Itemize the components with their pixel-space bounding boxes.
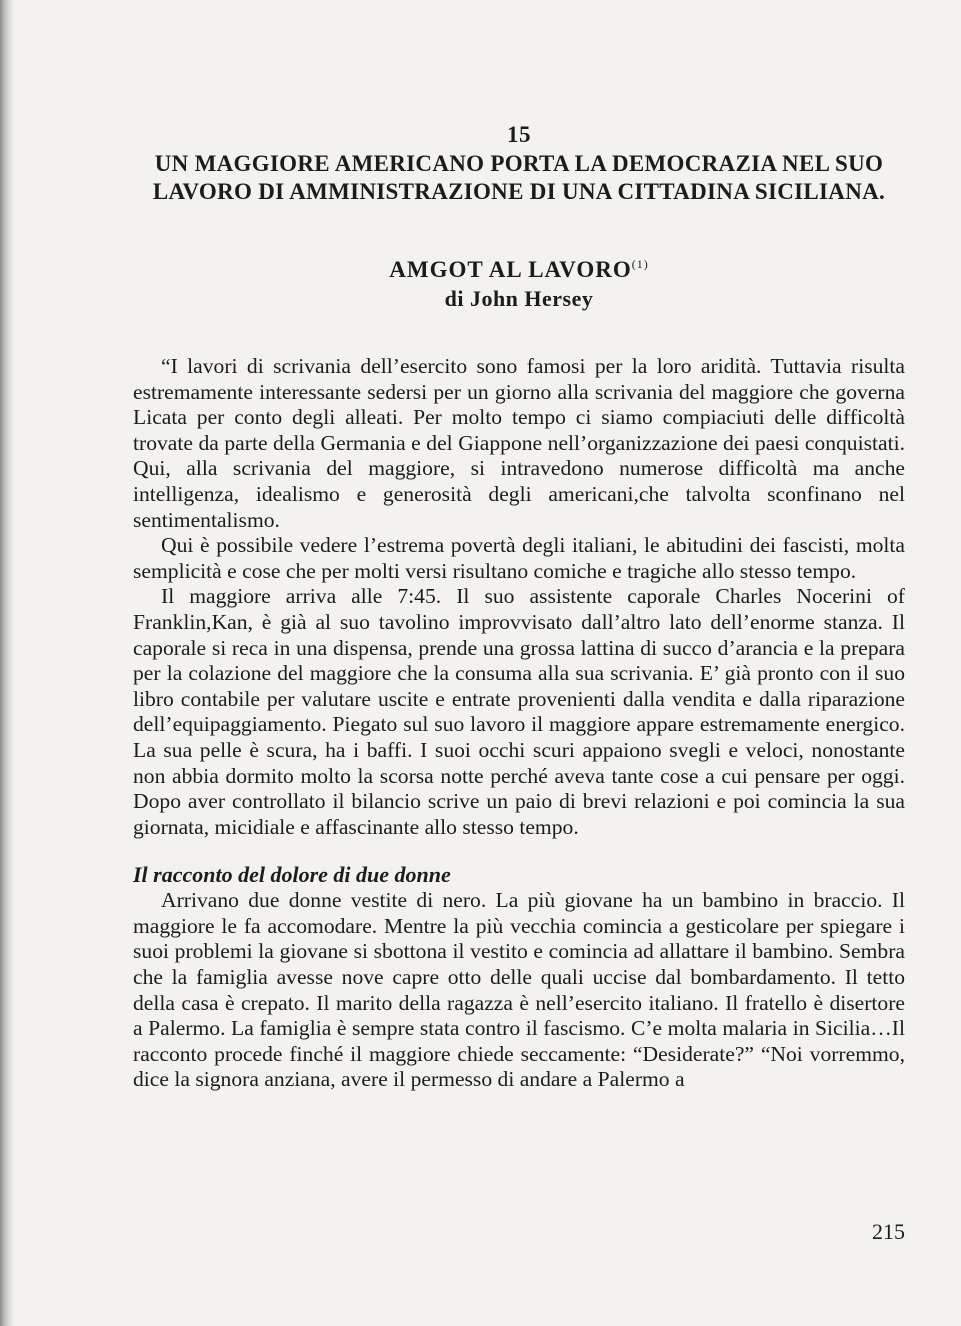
chapter-number: 15	[507, 122, 531, 147]
book-page	[133, 122, 905, 1093]
page-number: 215	[872, 1219, 905, 1244]
article-title-text: AMGOT AL LAVORO	[389, 257, 632, 282]
article-title	[133, 250, 905, 284]
paragraph: Il maggiore arriva alle 7:45. Il suo assistente caporale Charles Nocerini of Franklin,Kan, è già al suo tavolino improvvisato dall’altro lato dell’enorme stanza. Il caporale si reca in una dispensa, prende una grossa lattina di succo d’arancia e la prepara per la colazione del maggiore che la consuma alla sua scrivania. E’ già pronto con il suo libro contabile per valutare uscite e entrate provenienti dalla vendita e dalla riparazione dell’equipaggiamento. Piegato sul suo lavoro il maggiore appare estremamente energico. La sua pelle è scura, ha i baffi. I suoi occhi scuri appaiono svegli e veloci, nonostante non abbia dormito molto la scorsa notte perché aveva tante cose a cui pensare per oggi. Dopo aver controllato il bilancio scrive un paio di brevi relazioni e poi comincia la sua giornata, micidiale e affascinante allo stesso tempo.	[133, 584, 905, 839]
footnote-mark: (1)	[631, 257, 649, 271]
section-heading: Il racconto del dolore di due donne	[133, 862, 451, 888]
chapter-title: UN MAGGIORE AMERICANO PORTA LA DEMOCRAZIA NEL SUO LAVORO DI AMMINISTRAZIONE DI UNA CITTADINA SICILIANA.	[152, 151, 886, 204]
book-spine-shadow	[0, 0, 14, 1326]
paragraph: Arrivano due donne vestite di nero. La più giovane ha un bambino in braccio. Il maggiore le fa accomodare. Mentre la più vecchia comincia a gesticolare per spiegare i suoi problemi la giovane si sbottona il vestito e comincia ad allattare il bambino. Sembra che la famiglia avesse nove capre otto delle quali uccise dal bombardamento. Il tetto della casa è crepato. Il marito della ragazza è nell’esercito italiano. Il fratello è disertore a Palermo. La famiglia è sempre stata contro il fascismo. C’e molta malaria in Sicilia…Il racconto procede finché il maggiore chiede seccamente: “Desiderate?” “Noi vorremmo, dice la signora anziana, avere il permesso di andare a Palermo a	[133, 888, 905, 1092]
paragraph: “I lavori di scrivania dell’esercito sono famosi per la loro aridità. Tuttavia risulta estremamente interessante sedersi per un giorno alla scrivania del maggiore che governa Licata per conto degli alleati. Per molto tempo ci siamo compiaciuti delle difficoltà trovate da parte della Germania e del Giappone nell’organizzazione dei paesi conquistati. Qui, alla scrivania del maggiore, si intravedono numerose difficoltà ma anche intelligenza, idealismo e generosità degli americani,che talvolta sconfinano nel sentimentalismo.	[133, 354, 905, 532]
byline: di John Hersey	[444, 286, 594, 311]
paragraph: Qui è possibile vedere l’estrema povertà degli italiani, le abitudini dei fascisti, molta semplicità e cose che per molti versi risultano comiche e tragiche allo stesso tempo.	[133, 533, 905, 583]
article-body	[133, 354, 905, 1093]
